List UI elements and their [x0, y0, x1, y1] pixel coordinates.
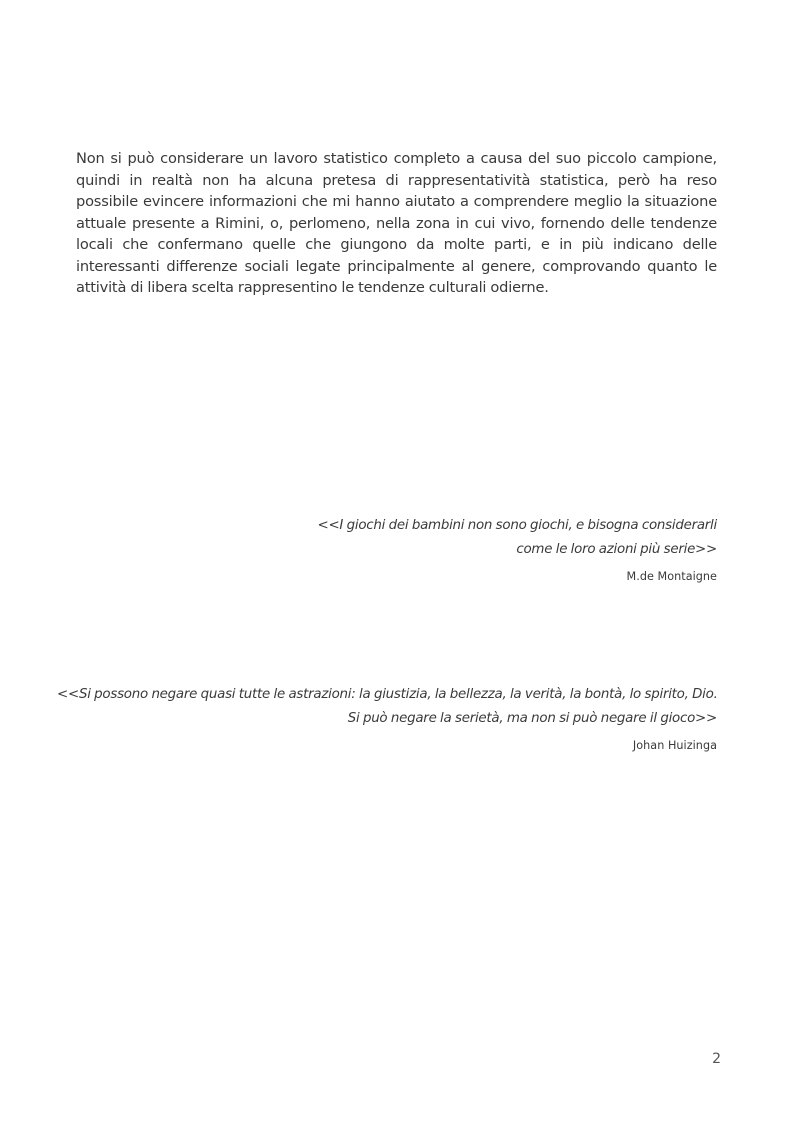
quote-author: M.de Montaigne: [626, 570, 717, 583]
quote-line: Si può negare la serietà, ma non si può negare il gioco>>: [347, 711, 717, 726]
quote-author: Johan Huizinga: [632, 739, 717, 752]
quote-line: <<Si possono negare quasi tutte le astrazioni: la giustizia, la bellezza, la verità, la bontà, lo spirito, Dio.: [57, 687, 718, 702]
quote-line: come le loro azioni più serie>>: [516, 542, 717, 557]
quote-line: <<I giochi dei bambini non sono giochi, e bisogna considerarli: [317, 518, 717, 533]
page-number: 2: [712, 1051, 721, 1067]
quote-huizinga: [57, 683, 717, 752]
quote-montaigne: [217, 514, 717, 583]
body-paragraph: Non si può considerare un lavoro statistico completo a causa del suo piccolo campione, quindi in realtà non ha alcuna pretesa di rappresentatività statistica, però ha reso possibile evincere informazioni che mi hanno aiutato a comprendere meglio la situazione attuale presente a Rimini, o, perlomeno, nella zona in cui vivo, fornendo delle tendenze locali che confermano quelle che giungono da molte parti, e in più indicano delle interessanti differenze sociali legate principalmente al genere, comprovando quanto le attività di libera scelta rappresentino le tendenze culturali odierne.: [76, 150, 717, 296]
